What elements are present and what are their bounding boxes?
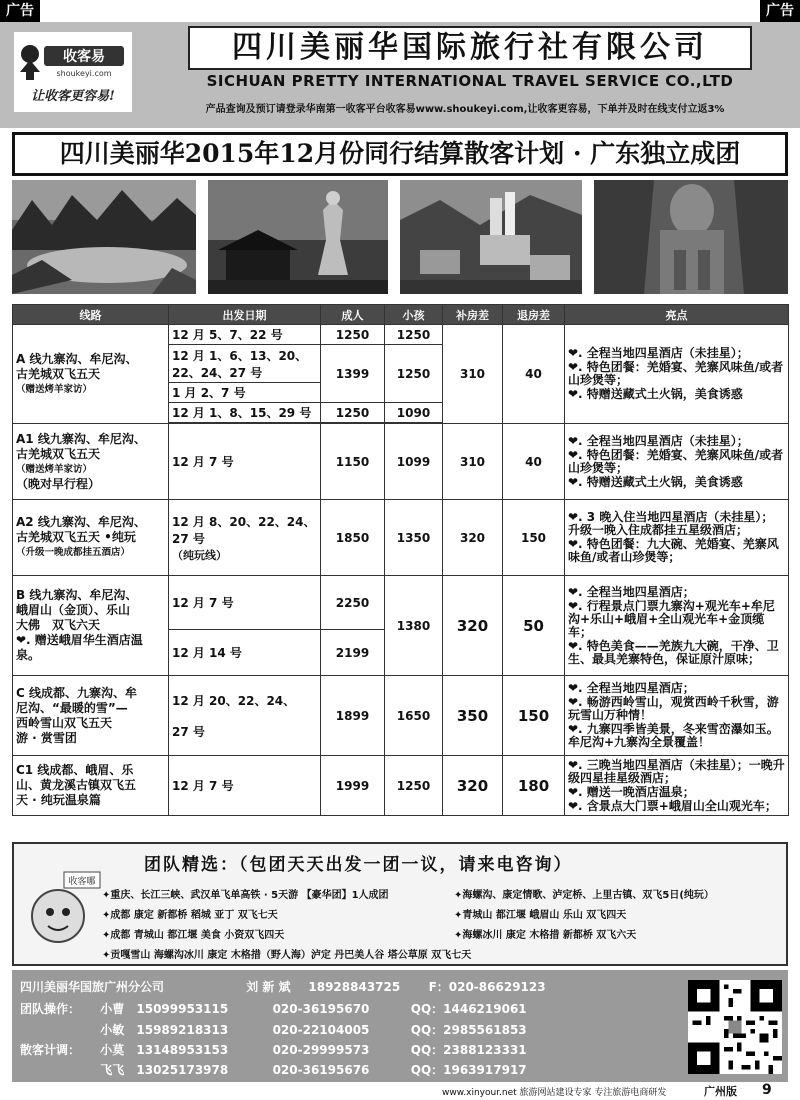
castle-town-photo [400,180,582,294]
contact-mobile: 13025173978 [136,1063,229,1077]
supplement-cell: 310 [443,424,503,500]
highlights-cell [565,756,789,816]
contact-mobile: 15099953115 [136,1002,229,1016]
contact-qq: QQ：1446219061 [410,1002,527,1016]
highlights-cell [565,325,789,424]
mascot-text: 收客哪 [68,877,96,887]
contact-name: 小敏 [100,1023,125,1037]
table-row [13,756,789,816]
refund-cell: 40 [503,325,565,424]
highlight-item: ❤. 特赠送藏式土火锅，美食诱惑 [568,474,743,489]
adult-price: 1250 [321,325,385,345]
refund-cell: 150 [503,500,565,576]
child-price: 1090 [385,403,443,423]
date-line: 27 号 [172,724,205,739]
refund-cell: 40 [503,424,565,500]
header-supplement: 补房差 [443,305,503,325]
team-item-left: ✦成都 康定 新都桥 稻城 亚丁 双飞七天 [102,910,278,921]
route-line: 大佛 双飞六天 [16,618,101,632]
qr-code-icon[interactable] [688,980,782,1074]
supplement-cell: 350 [443,676,503,756]
table-row [13,500,789,576]
contact-tel: 020-22104005 [272,1023,370,1037]
manager-phone: 18928843725 [308,980,401,994]
supplement-cell: 320 [443,500,503,576]
mascot-icon [20,870,102,952]
branch-name: 四川美丽华国旅广州分公司 [20,980,165,994]
page-title: 四川美丽华2015年12月份同行结算散客计划 · 广东独立成团 [12,132,788,176]
route-cell [13,325,169,424]
date-cell: 12 月 7 号 [169,424,321,500]
refund-cell: 50 [503,576,565,676]
highlight-item: ❤. 九寨四季皆美景，冬来雪峦瀑如玉。牟尼沟+九寨沟全景覆盖！ [568,722,779,749]
contact-row [20,1061,527,1078]
route-line: 古羌城双飞五天 [16,446,101,461]
adult-price: 2199 [321,630,385,676]
highlight-item: ❤. 3 晚入住当地四星酒店（未挂星）；升级一晚入住成都挂五星级酒店； [568,510,774,537]
logo-slogan-text: 让收客更容易! [31,89,115,104]
adult-price: 1999 [321,756,385,816]
route-cell [13,676,169,756]
header-highlights: 亮点 [565,305,789,325]
route-line: 山、黄龙溪古镇双飞五 [16,778,137,792]
team-title: 团队精选：（包团天天出发一团一议，请来电咨询） [144,855,573,875]
logo-domain-text: shoukeyi.com [56,69,112,78]
route-cell [13,424,169,500]
route-cell [13,756,169,816]
team-item-left: ✦成都 青城山 都江堰 美食 小资双飞四天 [102,930,285,941]
contact-tel: 020-36195670 [272,1002,370,1016]
contact-name: 小莫 [100,1043,125,1057]
company-name-cn: 四川美丽华国际旅行社有限公司 [188,26,752,70]
table-row [13,325,789,345]
manager-name: 刘 新 斌 [246,980,291,994]
route-extra: （晚对早行程） [16,476,101,491]
route-cell [13,500,169,576]
refund-cell: 180 [503,756,565,816]
supplement-cell: 320 [443,756,503,816]
highlight-item: ❤. 特色团餐：羌婚宴、羌寨风味鱼/或者山珍煲等； [568,360,784,387]
contact-row [20,1000,527,1017]
highlight-item: ❤. 全程当地四星酒店（未挂星）； [568,346,749,360]
route-sub: （赠送烤羊家访） [16,463,93,475]
highlights-cell [565,576,789,676]
route-line: A2 线九寨沟、牟尼沟、 [16,515,146,529]
route-line: 西岭雪山双飞五天 [16,715,113,730]
ad-label-left: 广告 [0,0,40,22]
route-line: 峨眉山（金顶）、乐山 [16,603,131,617]
date-cell: 1 月 2、7 号 [169,383,321,403]
footer-url: www.xinyour.net 旅游网站建设专家 专注旅游电商研发 [442,1088,667,1098]
team-item-right: ✦海螺冰川 康定 木格措 新都桥 双飞六天 [454,930,637,941]
refund-cell: 150 [503,676,565,756]
lake-photo [12,180,196,294]
contact-qq: QQ：1963917917 [410,1063,527,1077]
adult-price: 1250 [321,403,385,423]
contact-name: 小曹 [100,1002,125,1016]
header-dates: 出发日期 [169,305,321,325]
route-line: C1 线成都、峨眉、乐 [16,763,134,777]
date-cell: 12 月 5、7、22 号 [169,325,321,345]
contact-role: 团队操作： [20,1002,81,1016]
date-text: 12 月 8、20、22、24、27 号 [172,514,316,546]
header-adult: 成人 [321,305,385,325]
adult-price: 1850 [321,500,385,576]
route-sub: （升级一晚成都挂五酒店） [16,547,131,558]
contact-tel: 020-36195676 [272,1063,370,1077]
child-price: 1099 [385,424,443,500]
route-line: C 线成都、九寨沟、牟 [16,685,137,700]
contact-qq: QQ：2985561853 [410,1023,527,1037]
tour-plan-table [12,304,789,816]
child-price: 1250 [385,325,443,345]
contact-mobile: 13148953153 [136,1043,229,1057]
table-header-row [13,305,789,325]
page-number: 9 [762,1082,772,1098]
highlight-item: ❤. 三晚当地四星酒店（未挂星）；一晚升级四星挂星级酒店； [568,757,785,785]
contact-row [20,1021,527,1038]
supplement-cell: 310 [443,325,503,424]
date-cell: 12 月 14 号 [169,630,321,676]
table-row [13,676,789,756]
highlight-item: ❤. 特色团餐：羌婚宴、羌寨风味鱼/或者山珍煲等； [568,447,784,475]
highlights-cell [565,676,789,756]
route-line: A1 线九寨沟、牟尼沟、 [16,431,146,446]
highlights-cell [565,500,789,576]
table-row [13,576,789,630]
footer-brand: 广州版 [704,1085,737,1098]
team-item-left: ✦贡嘎雪山 海螺沟冰川 康定 木格措（野人海）泸定 丹巴美人谷 塔公草原 双飞七天 [102,950,472,961]
child-price: 1350 [385,500,443,576]
date-cell: 12 月 1、8、15、29 号 [169,403,321,423]
route-line: 古羌城双飞五天 [16,366,101,381]
contact-row [20,1041,527,1058]
adult-price: 1899 [321,676,385,756]
highlight-item: ❤. 全程当地四星酒店（未挂星）； [568,433,749,448]
child-price: 1380 [385,576,443,676]
giant-buddha-photo [594,180,788,294]
date-cell [169,676,321,756]
contact-name: 飞飞 [100,1063,125,1077]
header-refund: 退房差 [503,305,565,325]
highlight-item: ❤. 赠送一晚酒店温泉； [568,784,695,799]
date-cell [169,500,321,576]
highlight-item: ❤. 特色团餐：九大碗、羌婚宴、羌寨风味鱼/或者山珍煲等； [568,537,779,564]
page-footer [0,1082,800,1100]
contact-section [12,970,788,1082]
route-line: 古羌城双飞五天 •纯玩 [16,530,136,544]
route-line: 尼沟、“最暖的雪”— [16,700,128,715]
highlights-cell [565,424,789,500]
adult-price: 2250 [321,576,385,630]
ad-label-right: 广告 [760,0,800,22]
contact-tel: 020-29999573 [272,1043,370,1057]
header-route: 线路 [13,305,169,325]
route-cell [13,576,169,676]
highlight-item: ❤. 特色美食——羌族九大碗，干净、卫生、最具羌寨特色，保证原汁原味； [568,638,779,666]
route-sub: （赠送烤羊家访） [16,383,93,395]
date-line: 12 月 20、22、24、 [172,693,296,708]
date-cell: 12 月 1、6、13、20、22、24、27 号 [169,345,321,383]
header-child: 小孩 [385,305,443,325]
company-info: 产品查询及预订请登录华南第一收客平台收客易www.shoukeyi.com,让收客更容易，下单并及时在线支付立返3% [205,104,725,115]
date-cell: 12 月 7 号 [169,756,321,816]
date-sub: （纯玩线） [172,548,227,562]
route-note: ❤. 赠送峨眉华生酒店温泉。 [16,633,143,662]
route-line: 游 · 赏雪团 [16,730,77,745]
child-price: 1250 [385,345,443,403]
team-item-right: ✦青城山 都江堰 峨眉山 乐山 双飞四天 [454,910,627,921]
team-item-right: ✦海螺沟、康定情歌、泸定桥、上里古镇、双飞5日(纯玩） [454,890,714,901]
highlight-item: ❤. 畅游西岭雪山，观赏西岭千秋雪，游玩雪山万种情！ [568,695,779,722]
fax-number: F：020-86629123 [428,980,546,994]
date-cell: 12 月 7 号 [169,576,321,630]
highlight-item: ❤. 全程当地四星酒店； [568,681,695,695]
logo-brand-text: 收客易 [63,49,105,65]
adult-price: 1150 [321,424,385,500]
adult-price: 1399 [321,345,385,403]
route-line: B 线九寨沟、牟尼沟、 [16,588,138,602]
table-row [13,424,789,500]
highlight-item: ❤. 特赠送藏式土火锅，美食诱惑 [568,387,743,401]
team-item-left: ✦重庆、长江三峡、武汉单飞单高铁 · 5天游 【豪华团】1人成团 [102,890,389,901]
team-selection-box [12,842,788,966]
photo-strip [12,180,788,298]
temple-statue-photo [208,180,388,294]
child-price: 1250 [385,756,443,816]
route-line: 天 · 纯玩温泉篇 [16,793,101,807]
highlight-item: ❤. 行程景点门票九寨沟+观光车+牟尼沟+乐山+峨眉+全山观光车+金顶缆车； [568,598,775,639]
contact-role: 散客计调： [20,1043,81,1057]
contact-mobile: 15989218313 [136,1023,229,1037]
highlight-item: ❤. 全程当地四星酒店； [568,584,695,599]
child-price: 1650 [385,676,443,756]
route-line: A 线九寨沟、牟尼沟、 [16,351,138,366]
branch-line [20,978,546,995]
company-name-en: SICHUAN PRETTY INTERNATIONAL TRAVEL SERVICE CO.,LTD [206,72,734,90]
contact-qq: QQ：2388123331 [410,1043,527,1057]
supplement-cell: 320 [443,576,503,676]
shoukeyi-logo [14,32,132,112]
company-banner [0,22,800,128]
highlight-item: ❤. 含景点大门票+峨眉山全山观光车； [568,798,777,813]
